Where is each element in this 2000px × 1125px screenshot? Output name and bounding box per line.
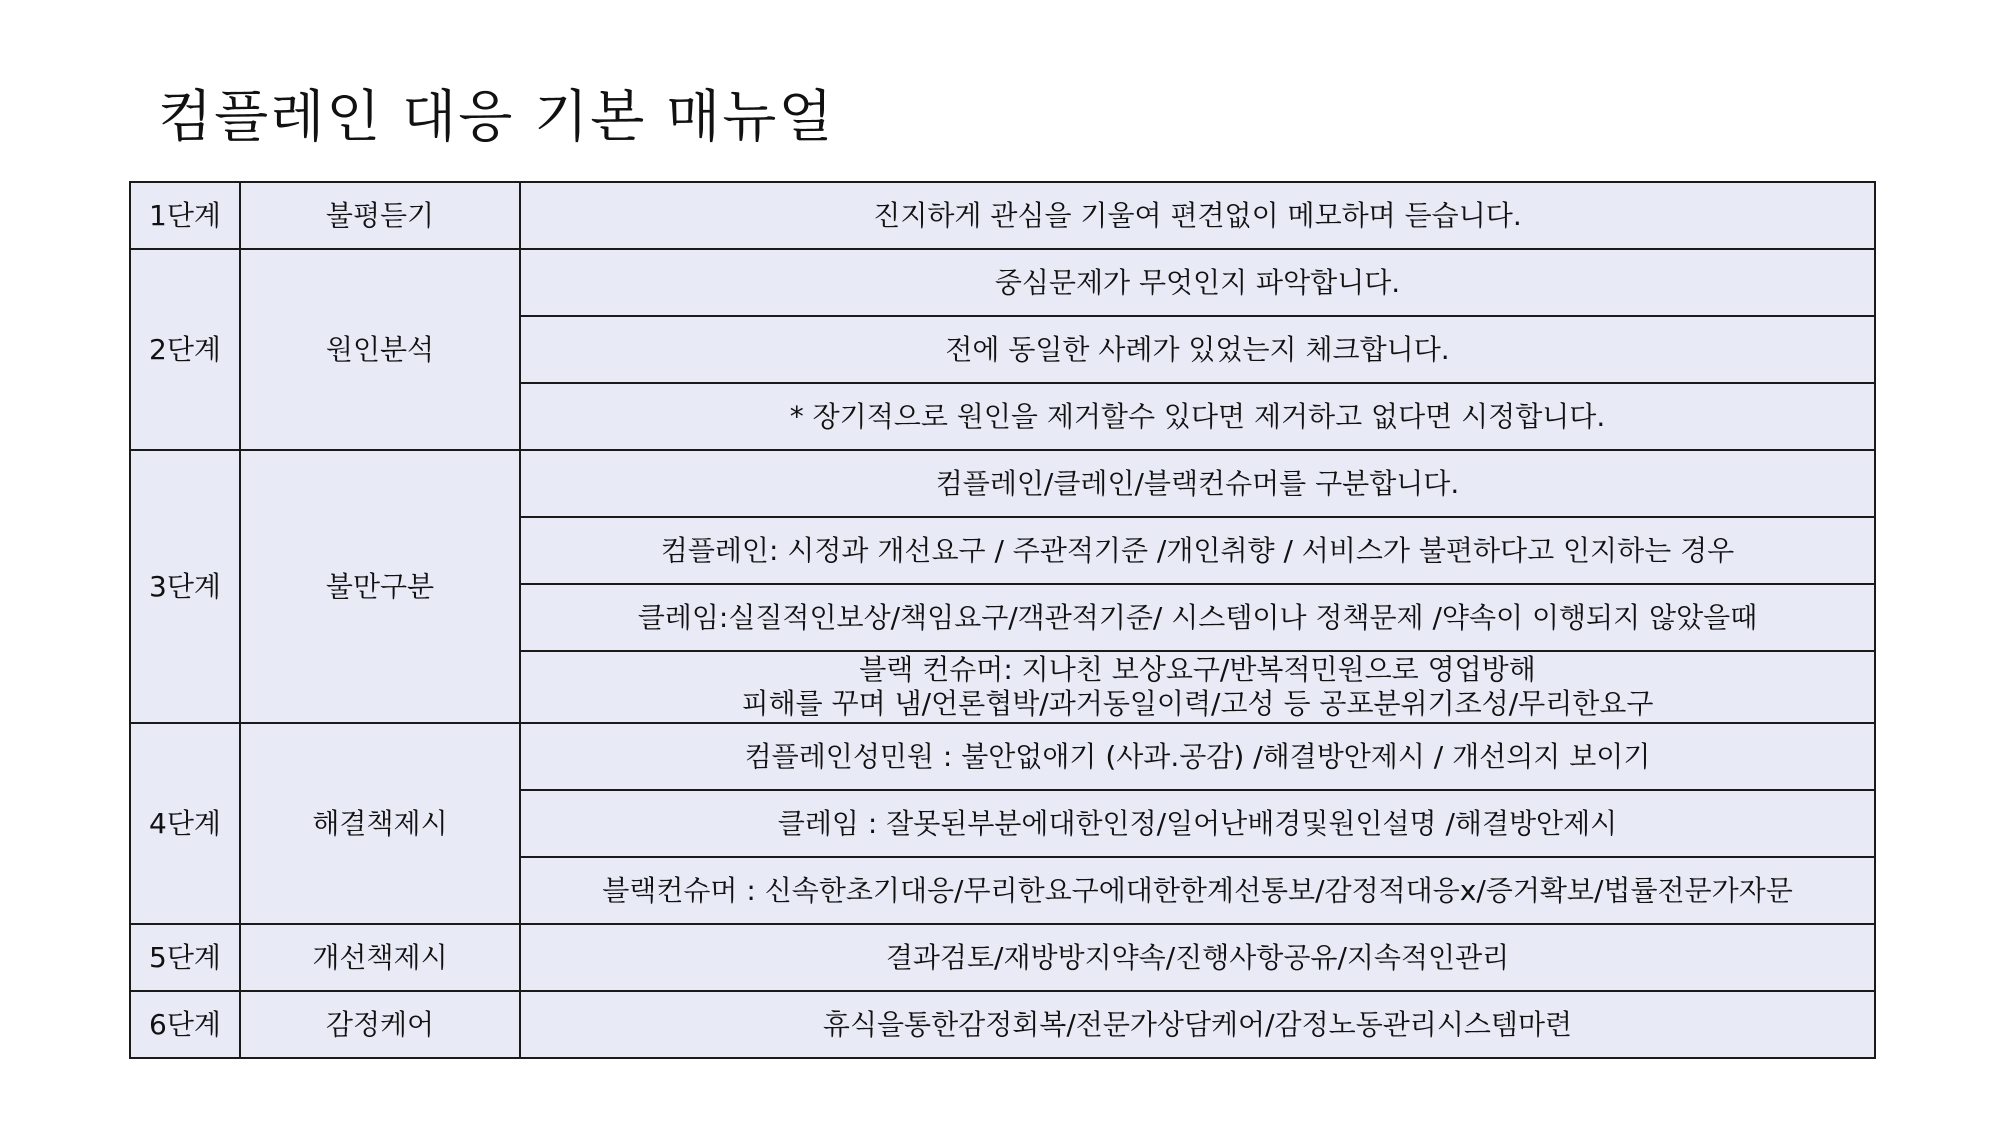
- step-description: 컴플레인: 시정과 개선요구 / 주관적기준 /개인취향 / 서비스가 불편하다고 인지하는 경우: [520, 517, 1875, 584]
- step-name: 불평듣기: [240, 182, 520, 249]
- step-label: 2단계: [130, 249, 240, 450]
- step-description: 컴플레인/클레인/블랙컨슈머를 구분합니다.: [520, 450, 1875, 517]
- step-label: 6단계: [130, 991, 240, 1058]
- step-name: 감정케어: [240, 991, 520, 1058]
- page-title: 컴플레인 대응 기본 매뉴얼: [158, 85, 835, 150]
- step-label: 1단계: [130, 182, 240, 249]
- step-description: 클레임 : 잘못된부분에대한인정/일어난배경및원인설명 /해결방안제시: [520, 790, 1875, 857]
- step-description: 컴플레인성민원 : 불안없애기 (사과.공감) /해결방안제시 / 개선의지 보이기: [520, 723, 1875, 790]
- complaint-manual-table: [129, 181, 1876, 1059]
- table-row: [130, 182, 1875, 249]
- step-description: * 장기적으로 원인을 제거할수 있다면 제거하고 없다면 시정합니다.: [520, 383, 1875, 450]
- table-row: [130, 450, 1875, 517]
- step-label: 3단계: [130, 450, 240, 723]
- step-description: 블랙컨슈머 : 신속한초기대응/무리한요구에대한한계선통보/감정적대응x/증거확보/법률전문가자문: [520, 857, 1875, 924]
- step-description: 클레임:실질적인보상/책임요구/객관적기준/ 시스템이나 정책문제 /약속이 이행되지 않았을때: [520, 584, 1875, 651]
- step-name: 해결책제시: [240, 723, 520, 924]
- step-name: 불만구분: [240, 450, 520, 723]
- step-name: 개선책제시: [240, 924, 520, 991]
- step-description: 결과검토/재방방지약속/진행사항공유/지속적인관리: [520, 924, 1875, 991]
- table-row: [130, 249, 1875, 316]
- table-row: [130, 723, 1875, 790]
- step-description: [520, 651, 1875, 723]
- step-label: 5단계: [130, 924, 240, 991]
- table-row: [130, 924, 1875, 991]
- step-description: 진지하게 관심을 기울여 편견없이 메모하며 듣습니다.: [520, 182, 1875, 249]
- step-name: 원인분석: [240, 249, 520, 450]
- description-line: 피해를 꾸며 냄/언론협박/과거동일이력/고성 등 공포분위기조성/무리한요구: [741, 687, 1654, 720]
- step-description: 전에 동일한 사례가 있었는지 체크합니다.: [520, 316, 1875, 383]
- step-description: 중심문제가 무엇인지 파악합니다.: [520, 249, 1875, 316]
- step-description: 휴식을통한감정회복/전문가상담케어/감정노동관리시스템마련: [520, 991, 1875, 1058]
- table-row: [130, 991, 1875, 1058]
- description-line: 블랙 컨슈머: 지나친 보상요구/반복적민원으로 영업방해: [859, 653, 1536, 686]
- step-label: 4단계: [130, 723, 240, 924]
